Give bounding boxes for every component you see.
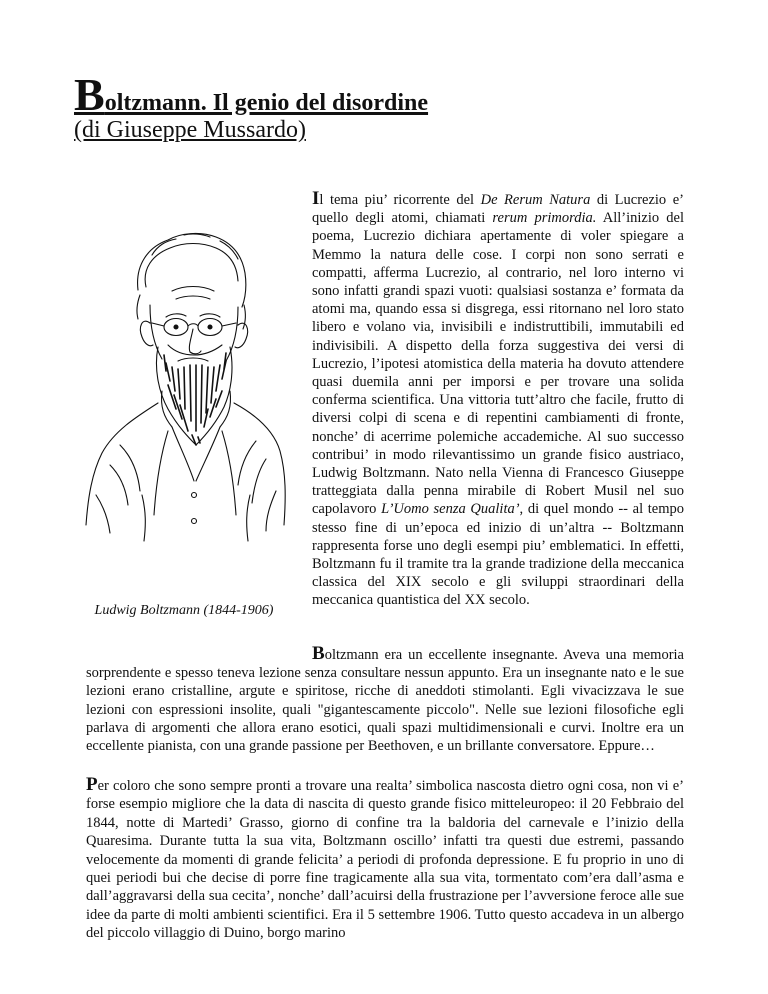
paragraph-1-initial: I [312, 188, 320, 209]
paragraph-1-text: , di quel mondo -- al tempo stesso fine di un’epoca ed inizio di un’altra -- Boltzmann rappresenta forse uno degli esempi piu’ emblematici. In effetti, Boltzmann fu il tramite tra la grande tradizione della meccanica classica del XIX secolo e gli sviluppi straordinari della meccanica quantistica del XX secolo. [312, 501, 684, 609]
latin-term-rerum-primordia: rerum primordia. [492, 210, 597, 227]
paragraph-3-text: er coloro che sono sempre pronti a trovare una realta’ simbolica nascosta dietro ogni cosa, non vi e’ forse esempio migliore che la data di nascita di questo grande fisico mitteleuropeo: il 20 Febbraio del 1844, notte di Martedi’ Grasso, giorno di confine tra la baldoria del carnevale e l’inizio della Quaresima. Durante tutta la sua vita, Boltzmann oscillo’ infatti tra questi due estremi, passando velocemente da momenti di grande felicita’ a periodi di profonda depressione. E fu proprio in uno di quei periodi bui che decise di porre fine tragicamente alla sua vita, tormentato com’era dall’asma e dall’aggravarsi della sua cecita’, nonche’ dall’acuirsi della frustrazione per l’avversione feroce alle sue idee da parte di molti ambienti scientifici. Era il 5 settembre 1906. Tutto questo accadeva in un albergo del piccolo villaggio di Duino, borgo marino [86, 778, 684, 942]
paragraph-2-text: oltzmann era un eccellente insegnante. Aveva una memoria sorprendente e spesso teneva lezione senza consultare nessun appunto. Era un insegnante nato e le sue lezioni erano cristalline, argute e spiritose, ricche di aneddoti stimolanti. Egli vivacizzava le sue lezioni con espressioni insolite, quali "gigantescamente piccolo". Nelle sue lezioni filosofiche egli parlava di argomenti che allora erano esotici, quali spazi multidimensionali e curvi. Inoltre era un eccellente pianista, con una grande passione per Beethoven, e un brillante conversatore. Eppure… [86, 647, 684, 755]
page-title [74, 69, 429, 120]
title-rest: oltzmann. Il genio del disordine [104, 90, 429, 116]
paragraph-1-text: l tema piu’ ricorrente del [319, 192, 481, 208]
paragraph-1-text: di Lucrezio e’ quello degli atomi, chiamati [312, 192, 684, 227]
book-title-uomo-senza-qualita: L’Uomo senza Qualita’ [381, 501, 520, 518]
paragraph-2-initial: B [312, 643, 325, 664]
paragraph-2 [86, 645, 684, 755]
paragraph-3 [86, 776, 684, 943]
boltzmann-portrait [80, 195, 292, 600]
author-line: (di Giuseppe Mussardo) [74, 117, 306, 143]
paragraph-1 [312, 190, 684, 610]
book-title-de-rerum-natura: De Rerum Natura [480, 192, 591, 208]
portrait-caption: Ludwig Boltzmann (1844-1906) [94, 603, 274, 618]
paragraph-3-initial: P [86, 774, 98, 795]
title-initial: B [74, 69, 105, 120]
paragraph-1-text: All’inizio del poema, Lucrezio dichiara apertamente di voler spiegare a Memmo la natura delle cose. I corpi non sono serrati e compatti, afferma Lucrezio, al contrario, nel loro interno vi sono infatti grandi spazi vuoti: qualsiasi sostanza e’ formata da atomi ma, quando essa si disgrega, essi ritornano nel loro stato libero e volano via, invisibili e indistruttibili, immutabili ed indivisibili. A dispetto della forza suggestiva dei versi di Lucrezio, l’ipotesi atomistica della materia ha dovuto attendere quasi duemila anni per imporsi e per trovare una solida conferma scientifica. Una vittoria tutt’altro che facile, frutto di diversi colpi di scena e di repentini cambiamenti di fronte, nonche’ di acerrime polemiche accademiche. Al suo successo contribui’ in modo rilevantissimo un grande fisico austriaco, Ludwig Boltzmann. Nato nella Vienna di Francesco Giuseppe tratteggiata dalla penna mirabile di Robert Musil nel suo capolavoro [312, 210, 684, 518]
